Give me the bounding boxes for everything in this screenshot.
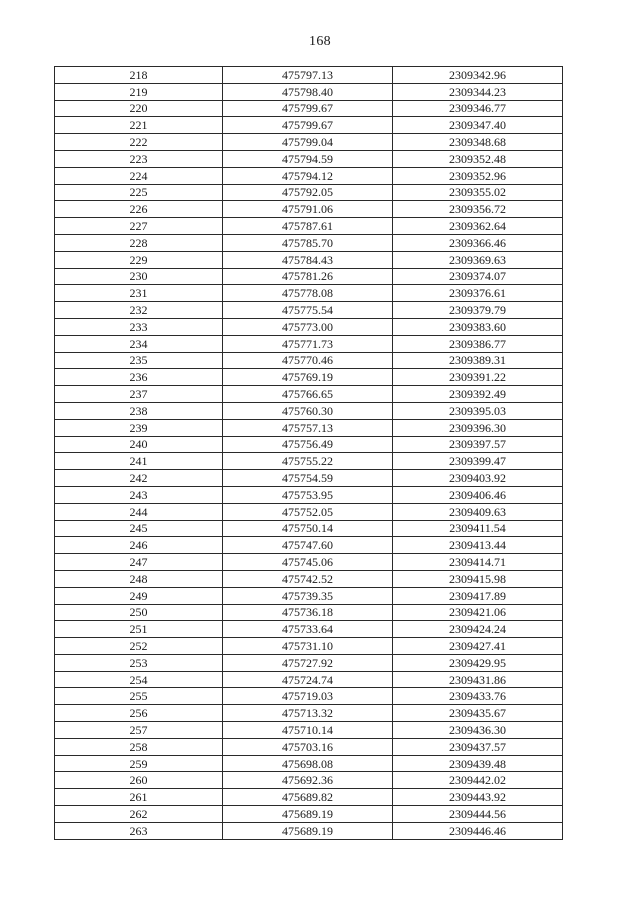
point-number-cell: 246 bbox=[55, 537, 223, 554]
x-coordinate-cell: 475794.12 bbox=[223, 167, 393, 184]
y-coordinate-cell: 2309429.95 bbox=[393, 654, 563, 671]
x-coordinate-cell: 475727.92 bbox=[223, 654, 393, 671]
point-number-cell: 233 bbox=[55, 318, 223, 335]
table-row bbox=[55, 419, 563, 436]
table-row bbox=[55, 218, 563, 235]
point-number-cell: 244 bbox=[55, 503, 223, 520]
point-number-cell: 234 bbox=[55, 335, 223, 352]
page-number: 168 bbox=[309, 34, 331, 49]
table-row bbox=[55, 318, 563, 335]
point-number-cell: 253 bbox=[55, 654, 223, 671]
y-coordinate-cell: 2309446.46 bbox=[393, 822, 563, 839]
x-coordinate-cell: 475692.36 bbox=[223, 772, 393, 789]
point-number-cell: 238 bbox=[55, 402, 223, 419]
y-coordinate-cell: 2309399.47 bbox=[393, 453, 563, 470]
point-number-cell: 226 bbox=[55, 201, 223, 218]
x-coordinate-cell: 475769.19 bbox=[223, 369, 393, 386]
table-row bbox=[55, 486, 563, 503]
y-coordinate-cell: 2309437.57 bbox=[393, 738, 563, 755]
x-coordinate-cell: 475733.64 bbox=[223, 621, 393, 638]
y-coordinate-cell: 2309414.71 bbox=[393, 554, 563, 571]
point-number-cell: 227 bbox=[55, 218, 223, 235]
table-row bbox=[55, 335, 563, 352]
point-number-cell: 247 bbox=[55, 554, 223, 571]
point-number-cell: 251 bbox=[55, 621, 223, 638]
y-coordinate-cell: 2309356.72 bbox=[393, 201, 563, 218]
point-number-cell: 254 bbox=[55, 671, 223, 688]
x-coordinate-cell: 475798.40 bbox=[223, 83, 393, 100]
table-row bbox=[55, 822, 563, 839]
x-coordinate-cell: 475787.61 bbox=[223, 218, 393, 235]
x-coordinate-cell: 475752.05 bbox=[223, 503, 393, 520]
y-coordinate-cell: 2309424.24 bbox=[393, 621, 563, 638]
table-row bbox=[55, 150, 563, 167]
point-number-cell: 258 bbox=[55, 738, 223, 755]
table-row bbox=[55, 503, 563, 520]
table-row bbox=[55, 302, 563, 319]
point-number-cell: 252 bbox=[55, 638, 223, 655]
point-number-cell: 259 bbox=[55, 755, 223, 772]
y-coordinate-cell: 2309348.68 bbox=[393, 134, 563, 151]
table-row bbox=[55, 117, 563, 134]
y-coordinate-cell: 2309413.44 bbox=[393, 537, 563, 554]
y-coordinate-cell: 2309417.89 bbox=[393, 587, 563, 604]
table-row bbox=[55, 554, 563, 571]
table-row bbox=[55, 722, 563, 739]
table-row bbox=[55, 638, 563, 655]
point-number-cell: 239 bbox=[55, 419, 223, 436]
x-coordinate-cell: 475791.06 bbox=[223, 201, 393, 218]
point-number-cell: 236 bbox=[55, 369, 223, 386]
y-coordinate-cell: 2309347.40 bbox=[393, 117, 563, 134]
y-coordinate-cell: 2309439.48 bbox=[393, 755, 563, 772]
y-coordinate-cell: 2309352.96 bbox=[393, 167, 563, 184]
point-number-cell: 242 bbox=[55, 470, 223, 487]
y-coordinate-cell: 2309386.77 bbox=[393, 335, 563, 352]
x-coordinate-cell: 475719.03 bbox=[223, 688, 393, 705]
table-row bbox=[55, 167, 563, 184]
y-coordinate-cell: 2309396.30 bbox=[393, 419, 563, 436]
table-row bbox=[55, 654, 563, 671]
table-row bbox=[55, 806, 563, 823]
point-number-cell: 232 bbox=[55, 302, 223, 319]
x-coordinate-cell: 475773.00 bbox=[223, 318, 393, 335]
point-number-cell: 223 bbox=[55, 150, 223, 167]
x-coordinate-cell: 475766.65 bbox=[223, 386, 393, 403]
point-number-cell: 263 bbox=[55, 822, 223, 839]
table-row bbox=[55, 386, 563, 403]
table-row bbox=[55, 285, 563, 302]
y-coordinate-cell: 2309433.76 bbox=[393, 688, 563, 705]
point-number-cell: 256 bbox=[55, 705, 223, 722]
y-coordinate-cell: 2309344.23 bbox=[393, 83, 563, 100]
table-row bbox=[55, 402, 563, 419]
y-coordinate-cell: 2309379.79 bbox=[393, 302, 563, 319]
x-coordinate-cell: 475775.54 bbox=[223, 302, 393, 319]
point-number-cell: 229 bbox=[55, 251, 223, 268]
y-coordinate-cell: 2309389.31 bbox=[393, 352, 563, 369]
table-row bbox=[55, 520, 563, 537]
table-row bbox=[55, 453, 563, 470]
x-coordinate-cell: 475689.82 bbox=[223, 789, 393, 806]
x-coordinate-cell: 475745.06 bbox=[223, 554, 393, 571]
x-coordinate-cell: 475724.74 bbox=[223, 671, 393, 688]
x-coordinate-cell: 475799.04 bbox=[223, 134, 393, 151]
x-coordinate-cell: 475689.19 bbox=[223, 806, 393, 823]
table-row bbox=[55, 184, 563, 201]
point-number-cell: 260 bbox=[55, 772, 223, 789]
y-coordinate-cell: 2309415.98 bbox=[393, 570, 563, 587]
table-row bbox=[55, 369, 563, 386]
y-coordinate-cell: 2309443.92 bbox=[393, 789, 563, 806]
x-coordinate-cell: 475754.59 bbox=[223, 470, 393, 487]
x-coordinate-cell: 475742.52 bbox=[223, 570, 393, 587]
point-number-cell: 261 bbox=[55, 789, 223, 806]
point-number-cell: 218 bbox=[55, 67, 223, 84]
table-row bbox=[55, 772, 563, 789]
y-coordinate-cell: 2309403.92 bbox=[393, 470, 563, 487]
y-coordinate-cell: 2309406.46 bbox=[393, 486, 563, 503]
table-row bbox=[55, 671, 563, 688]
y-coordinate-cell: 2309342.96 bbox=[393, 67, 563, 84]
point-number-cell: 241 bbox=[55, 453, 223, 470]
y-coordinate-cell: 2309369.63 bbox=[393, 251, 563, 268]
point-number-cell: 220 bbox=[55, 100, 223, 117]
y-coordinate-cell: 2309431.86 bbox=[393, 671, 563, 688]
table-row bbox=[55, 604, 563, 621]
x-coordinate-cell: 475757.13 bbox=[223, 419, 393, 436]
table-row bbox=[55, 470, 563, 487]
y-coordinate-cell: 2309383.60 bbox=[393, 318, 563, 335]
point-number-cell: 231 bbox=[55, 285, 223, 302]
point-number-cell: 245 bbox=[55, 520, 223, 537]
point-number-cell: 222 bbox=[55, 134, 223, 151]
y-coordinate-cell: 2309346.77 bbox=[393, 100, 563, 117]
x-coordinate-cell: 475703.16 bbox=[223, 738, 393, 755]
x-coordinate-cell: 475689.19 bbox=[223, 822, 393, 839]
point-number-cell: 230 bbox=[55, 268, 223, 285]
x-coordinate-cell: 475770.46 bbox=[223, 352, 393, 369]
table-row bbox=[55, 201, 563, 218]
point-number-cell: 225 bbox=[55, 184, 223, 201]
x-coordinate-cell: 475771.73 bbox=[223, 335, 393, 352]
y-coordinate-cell: 2309352.48 bbox=[393, 150, 563, 167]
point-number-cell: 262 bbox=[55, 806, 223, 823]
point-number-cell: 221 bbox=[55, 117, 223, 134]
table-row bbox=[55, 537, 563, 554]
x-coordinate-cell: 475785.70 bbox=[223, 234, 393, 251]
y-coordinate-cell: 2309427.41 bbox=[393, 638, 563, 655]
x-coordinate-cell: 475710.14 bbox=[223, 722, 393, 739]
table-row bbox=[55, 251, 563, 268]
table-row bbox=[55, 83, 563, 100]
y-coordinate-cell: 2309421.06 bbox=[393, 604, 563, 621]
y-coordinate-cell: 2309411.54 bbox=[393, 520, 563, 537]
point-number-cell: 255 bbox=[55, 688, 223, 705]
x-coordinate-cell: 475760.30 bbox=[223, 402, 393, 419]
x-coordinate-cell: 475747.60 bbox=[223, 537, 393, 554]
point-number-cell: 237 bbox=[55, 386, 223, 403]
point-number-cell: 240 bbox=[55, 436, 223, 453]
table-row bbox=[55, 67, 563, 84]
table-row bbox=[55, 587, 563, 604]
y-coordinate-cell: 2309362.64 bbox=[393, 218, 563, 235]
table-row bbox=[55, 738, 563, 755]
point-number-cell: 243 bbox=[55, 486, 223, 503]
x-coordinate-cell: 475739.35 bbox=[223, 587, 393, 604]
x-coordinate-cell: 475781.26 bbox=[223, 268, 393, 285]
y-coordinate-cell: 2309444.56 bbox=[393, 806, 563, 823]
x-coordinate-cell: 475736.18 bbox=[223, 604, 393, 621]
x-coordinate-cell: 475713.32 bbox=[223, 705, 393, 722]
point-number-cell: 249 bbox=[55, 587, 223, 604]
x-coordinate-cell: 475750.14 bbox=[223, 520, 393, 537]
y-coordinate-cell: 2309397.57 bbox=[393, 436, 563, 453]
y-coordinate-cell: 2309392.49 bbox=[393, 386, 563, 403]
y-coordinate-cell: 2309435.67 bbox=[393, 705, 563, 722]
y-coordinate-cell: 2309376.61 bbox=[393, 285, 563, 302]
x-coordinate-cell: 475731.10 bbox=[223, 638, 393, 655]
x-coordinate-cell: 475778.08 bbox=[223, 285, 393, 302]
table-row bbox=[55, 100, 563, 117]
table-row bbox=[55, 688, 563, 705]
table-row bbox=[55, 705, 563, 722]
y-coordinate-cell: 2309391.22 bbox=[393, 369, 563, 386]
point-number-cell: 235 bbox=[55, 352, 223, 369]
point-number-cell: 219 bbox=[55, 83, 223, 100]
x-coordinate-cell: 475756.49 bbox=[223, 436, 393, 453]
y-coordinate-cell: 2309374.07 bbox=[393, 268, 563, 285]
y-coordinate-cell: 2309442.02 bbox=[393, 772, 563, 789]
table-row bbox=[55, 789, 563, 806]
table-row bbox=[55, 436, 563, 453]
x-coordinate-cell: 475755.22 bbox=[223, 453, 393, 470]
x-coordinate-cell: 475797.13 bbox=[223, 67, 393, 84]
x-coordinate-cell: 475792.05 bbox=[223, 184, 393, 201]
table-row bbox=[55, 755, 563, 772]
coordinate-table-body bbox=[55, 67, 563, 840]
point-number-cell: 257 bbox=[55, 722, 223, 739]
table-row bbox=[55, 352, 563, 369]
table-row bbox=[55, 570, 563, 587]
y-coordinate-cell: 2309366.46 bbox=[393, 234, 563, 251]
coordinate-table bbox=[54, 66, 563, 840]
y-coordinate-cell: 2309436.30 bbox=[393, 722, 563, 739]
point-number-cell: 228 bbox=[55, 234, 223, 251]
x-coordinate-cell: 475799.67 bbox=[223, 117, 393, 134]
x-coordinate-cell: 475753.95 bbox=[223, 486, 393, 503]
x-coordinate-cell: 475794.59 bbox=[223, 150, 393, 167]
y-coordinate-cell: 2309355.02 bbox=[393, 184, 563, 201]
x-coordinate-cell: 475799.67 bbox=[223, 100, 393, 117]
point-number-cell: 248 bbox=[55, 570, 223, 587]
x-coordinate-cell: 475784.43 bbox=[223, 251, 393, 268]
y-coordinate-cell: 2309409.63 bbox=[393, 503, 563, 520]
table-row bbox=[55, 268, 563, 285]
point-number-cell: 250 bbox=[55, 604, 223, 621]
y-coordinate-cell: 2309395.03 bbox=[393, 402, 563, 419]
table-row bbox=[55, 134, 563, 151]
point-number-cell: 224 bbox=[55, 167, 223, 184]
table-row bbox=[55, 234, 563, 251]
x-coordinate-cell: 475698.08 bbox=[223, 755, 393, 772]
table-row bbox=[55, 621, 563, 638]
